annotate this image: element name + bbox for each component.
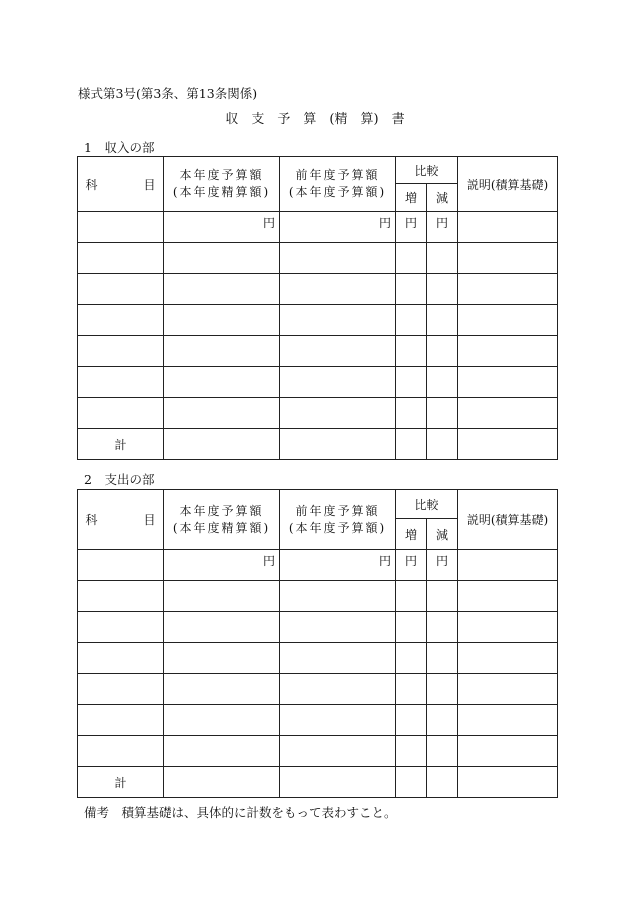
table-cell[interactable] (164, 674, 280, 705)
table-cell[interactable] (164, 736, 280, 767)
yen-unit-label: 円 (427, 212, 458, 243)
table-row (78, 581, 558, 612)
table-row (78, 643, 558, 674)
form-number: 様式第3号(第3条、第13条関係) (78, 86, 258, 101)
table-cell[interactable] (458, 612, 558, 643)
table-cell[interactable] (427, 274, 458, 305)
table-cell[interactable] (280, 367, 396, 398)
table-cell[interactable] (458, 581, 558, 612)
table-cell[interactable] (396, 612, 427, 643)
table-cell[interactable] (427, 736, 458, 767)
table-cell[interactable] (396, 705, 427, 736)
table-cell[interactable] (164, 767, 280, 798)
table-cell[interactable] (78, 581, 164, 612)
table-cell[interactable] (164, 398, 280, 429)
decrease-header: 減 (427, 519, 458, 550)
subject-header: 科目 (78, 490, 164, 550)
table-cell[interactable] (164, 705, 280, 736)
table-cell[interactable] (78, 643, 164, 674)
comparison-header: 比較 (396, 157, 458, 184)
table-cell[interactable] (396, 274, 427, 305)
total-row (78, 429, 558, 460)
table-row (78, 550, 558, 581)
table-cell[interactable] (396, 674, 427, 705)
table-row (78, 736, 558, 767)
table-cell[interactable] (164, 643, 280, 674)
total-label: 計 (78, 429, 164, 460)
table-row (78, 243, 558, 274)
table-cell[interactable] (280, 674, 396, 705)
table-row (78, 212, 558, 243)
table-cell[interactable] (396, 243, 427, 274)
table-cell[interactable] (164, 336, 280, 367)
table-row (78, 305, 558, 336)
expense-section-title: 2 支出の部 (84, 472, 155, 487)
increase-header: 増 (396, 184, 427, 212)
table-cell[interactable] (280, 705, 396, 736)
table-cell[interactable] (427, 705, 458, 736)
yen-unit-label: 円 (396, 550, 427, 581)
remarks-note: 備考 積算基礎は、具体的に計数をもって表わすこと。 (84, 805, 397, 820)
table-cell[interactable] (78, 367, 164, 398)
table-cell[interactable] (396, 736, 427, 767)
table-cell[interactable] (458, 429, 558, 460)
table-cell[interactable] (396, 398, 427, 429)
table-cell[interactable] (458, 398, 558, 429)
table-cell[interactable] (458, 367, 558, 398)
comparison-header: 比較 (396, 490, 458, 519)
table-cell[interactable] (427, 581, 458, 612)
table-row (78, 674, 558, 705)
table-cell[interactable] (78, 705, 164, 736)
table-cell[interactable] (78, 674, 164, 705)
table-cell[interactable] (427, 243, 458, 274)
table-row (78, 705, 558, 736)
table-cell[interactable] (396, 643, 427, 674)
table-cell[interactable] (280, 429, 396, 460)
table-cell[interactable] (280, 643, 396, 674)
yen-unit-label: 円 (164, 550, 280, 581)
table-cell[interactable] (164, 274, 280, 305)
table-cell[interactable] (396, 305, 427, 336)
explanation-header: 説明(積算基礎) (458, 157, 558, 212)
table-cell[interactable] (458, 243, 558, 274)
table-cell[interactable] (78, 398, 164, 429)
table-cell[interactable] (396, 581, 427, 612)
table-header-row (78, 157, 558, 184)
total-label: 計 (78, 767, 164, 798)
table-row (78, 367, 558, 398)
table-cell[interactable] (458, 705, 558, 736)
table-cell[interactable] (427, 305, 458, 336)
table-header-row (78, 490, 558, 519)
current-year-budget-header: 本年度予算額 (本年度精算額) (164, 157, 280, 212)
table-cell[interactable] (458, 674, 558, 705)
table-cell[interactable] (427, 767, 458, 798)
table-cell[interactable] (280, 612, 396, 643)
yen-unit-label: 円 (427, 550, 458, 581)
table-cell[interactable] (78, 243, 164, 274)
document-title: 収 支 予 算 (精 算) 書 (225, 112, 405, 127)
table-cell[interactable] (396, 429, 427, 460)
table-cell[interactable] (280, 336, 396, 367)
table-cell[interactable] (427, 612, 458, 643)
table-cell[interactable] (280, 767, 396, 798)
table-cell[interactable] (164, 581, 280, 612)
yen-unit-label: 円 (396, 212, 427, 243)
table-cell[interactable] (280, 581, 396, 612)
table-cell[interactable] (427, 398, 458, 429)
table-cell[interactable] (78, 212, 164, 243)
table-cell[interactable] (458, 274, 558, 305)
prior-year-budget-header: 前年度予算額 (本年度予算額) (280, 490, 396, 550)
explanation-header: 説明(積算基礎) (458, 490, 558, 550)
table-cell[interactable] (427, 674, 458, 705)
table-cell[interactable] (164, 612, 280, 643)
table-cell[interactable] (164, 429, 280, 460)
current-year-budget-header: 本年度予算額 (本年度精算額) (164, 490, 280, 550)
table-cell[interactable] (280, 736, 396, 767)
decrease-header: 減 (427, 184, 458, 212)
expense-budget-table (77, 489, 558, 798)
table-row (78, 274, 558, 305)
table-cell[interactable] (78, 305, 164, 336)
table-cell[interactable] (280, 305, 396, 336)
table-cell[interactable] (458, 767, 558, 798)
table-row (78, 398, 558, 429)
yen-unit-label: 円 (280, 550, 396, 581)
subject-header: 科目 (78, 157, 164, 212)
table-cell[interactable] (78, 274, 164, 305)
table-cell[interactable] (396, 767, 427, 798)
yen-unit-label: 円 (280, 212, 396, 243)
table-cell[interactable] (280, 398, 396, 429)
table-cell[interactable] (396, 336, 427, 367)
table-cell[interactable] (427, 429, 458, 460)
income-section-title: 1 収入の部 (84, 140, 155, 155)
table-cell[interactable] (427, 367, 458, 398)
total-row (78, 767, 558, 798)
table-cell[interactable] (427, 643, 458, 674)
table-row (78, 336, 558, 367)
yen-unit-label: 円 (164, 212, 280, 243)
table-cell[interactable] (78, 550, 164, 581)
table-cell[interactable] (458, 643, 558, 674)
table-cell[interactable] (458, 336, 558, 367)
table-cell[interactable] (78, 612, 164, 643)
table-cell[interactable] (164, 243, 280, 274)
table-cell[interactable] (164, 305, 280, 336)
table-cell[interactable] (78, 336, 164, 367)
table-cell[interactable] (458, 736, 558, 767)
table-row (78, 612, 558, 643)
table-cell[interactable] (396, 367, 427, 398)
table-cell[interactable] (458, 212, 558, 243)
table-cell[interactable] (458, 305, 558, 336)
table-cell[interactable] (427, 336, 458, 367)
table-cell[interactable] (280, 274, 396, 305)
income-budget-table (77, 156, 558, 460)
prior-year-budget-header: 前年度予算額 (本年度予算額) (280, 157, 396, 212)
table-cell[interactable] (280, 243, 396, 274)
table-cell[interactable] (458, 550, 558, 581)
increase-header: 増 (396, 519, 427, 550)
table-cell[interactable] (78, 736, 164, 767)
table-cell[interactable] (164, 367, 280, 398)
